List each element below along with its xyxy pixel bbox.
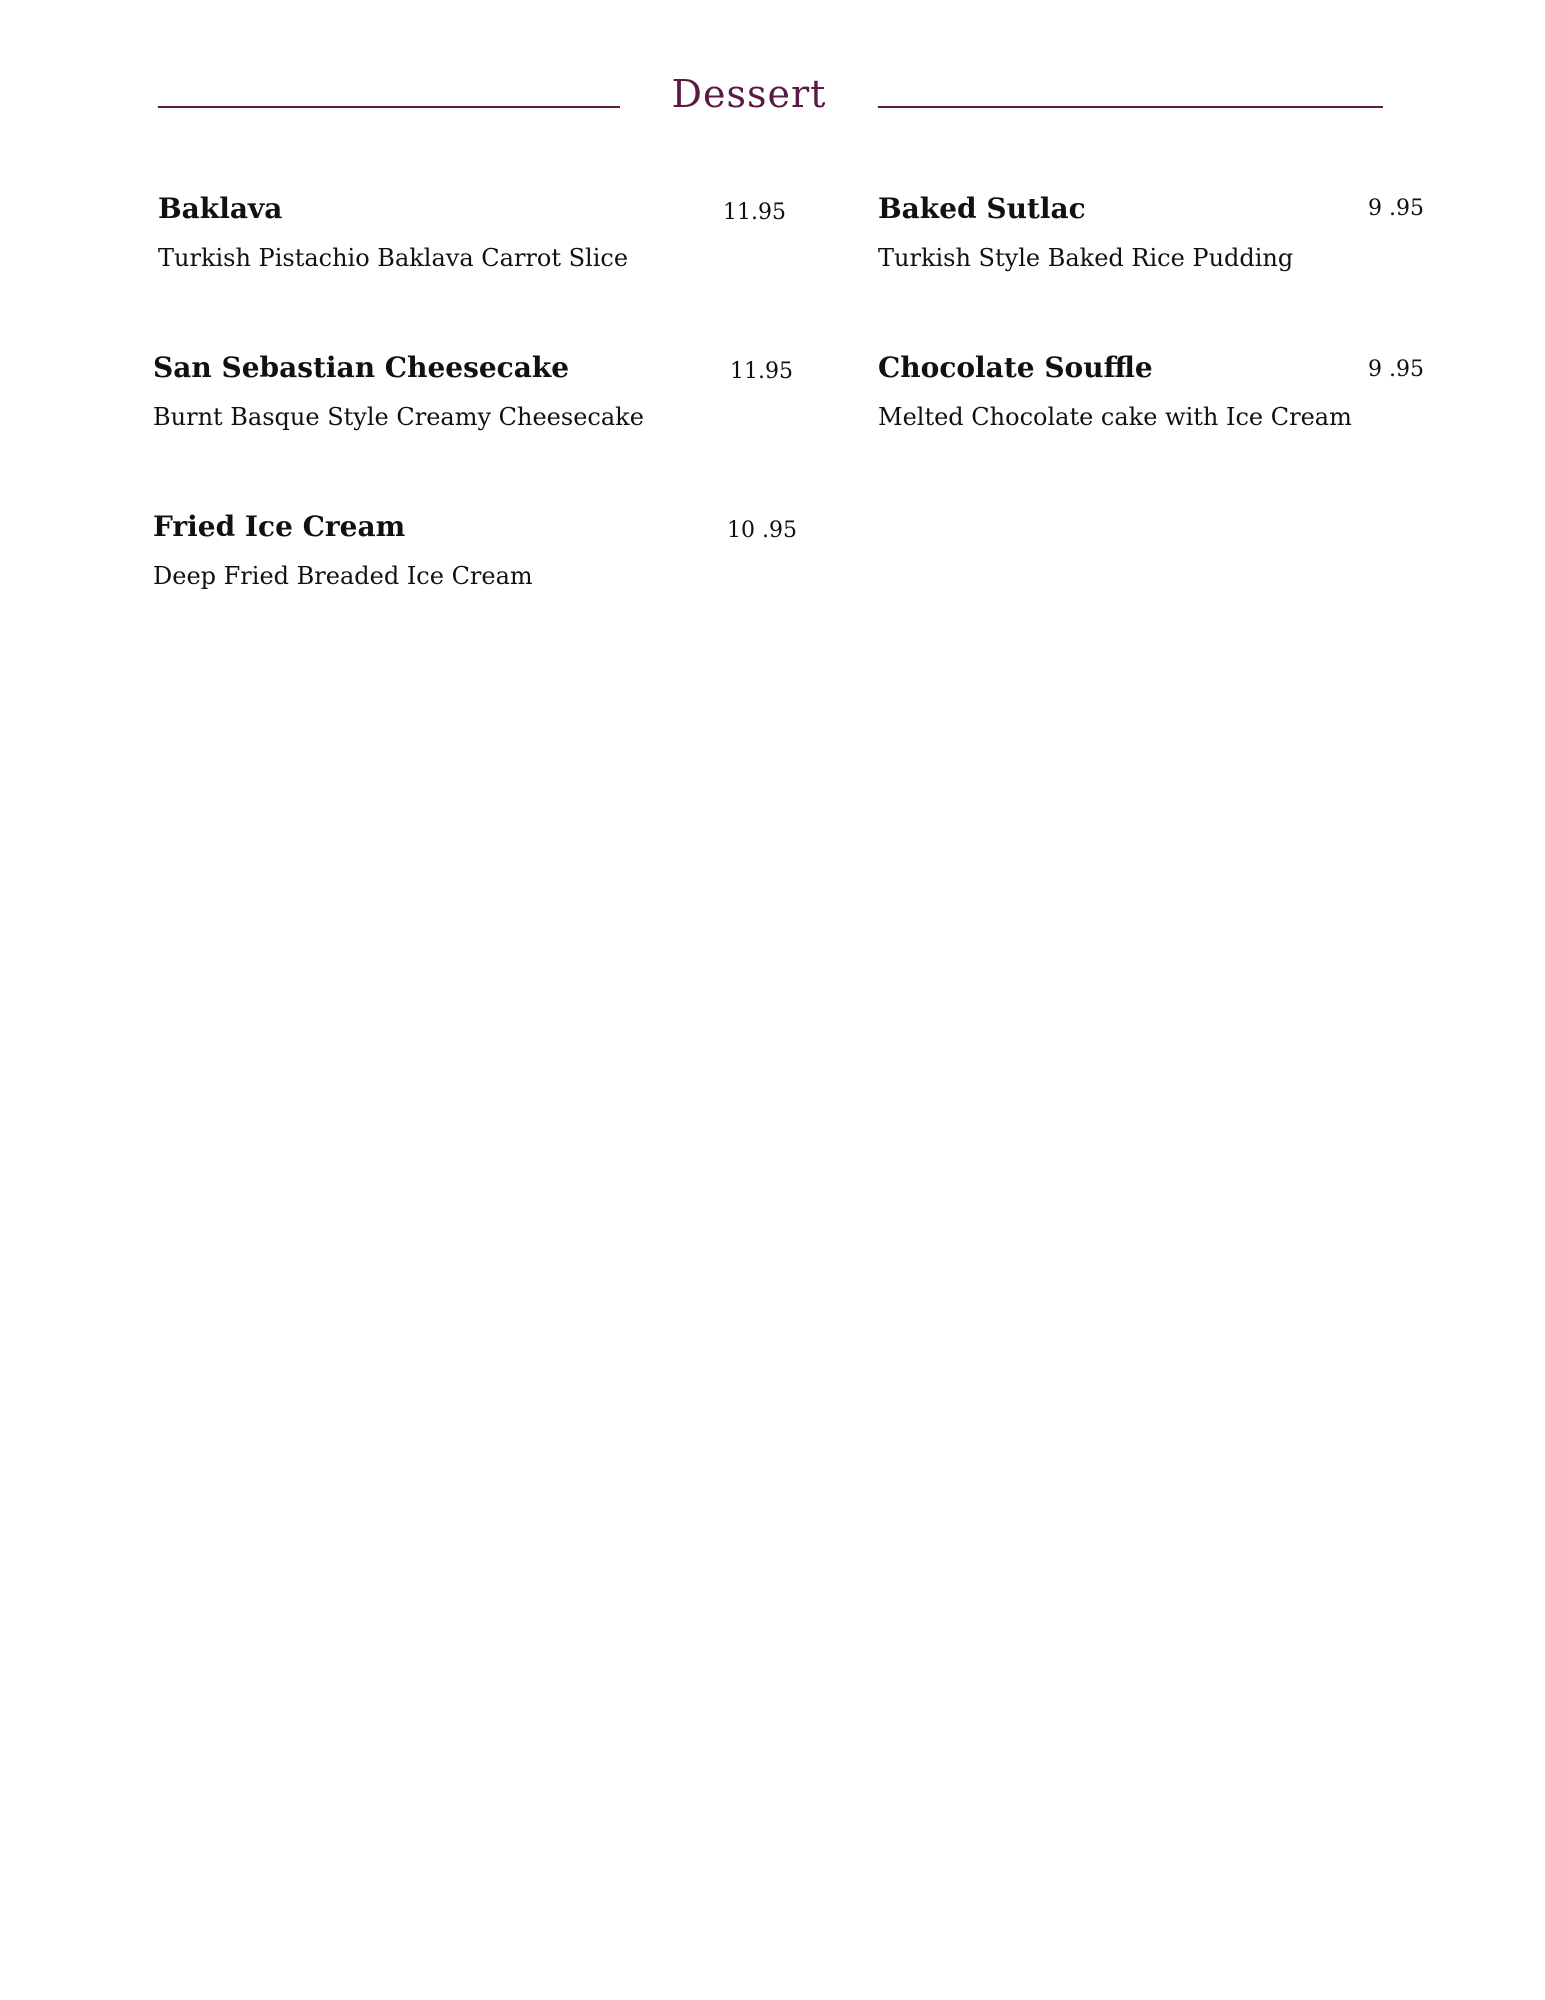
- menu-item-description: Turkish Pistachio Baklava Carrot Slice: [158, 244, 629, 272]
- menu-item-description: Burnt Basque Style Creamy Cheesecake: [153, 403, 644, 431]
- menu-item-name: San Sebastian Cheesecake: [153, 351, 570, 384]
- menu-item-price: 11.95: [723, 200, 786, 225]
- section-title: Dessert: [671, 72, 827, 116]
- menu-item-description: Deep Fried Breaded Ice Cream: [153, 562, 533, 590]
- menu-item-price: 9 .95: [1368, 357, 1424, 382]
- menu-item-price: 11.95: [730, 359, 793, 384]
- menu-item-description: Turkish Style Baked Rice Pudding: [878, 244, 1294, 272]
- menu-item-name: Baked Sutlac: [878, 192, 1086, 225]
- menu-item-name: Fried Ice Cream: [153, 510, 406, 543]
- menu-item-name: Baklava: [158, 192, 283, 225]
- menu-item-description: Melted Chocolate cake with Ice Cream: [878, 403, 1352, 431]
- header-divider-right: [878, 106, 1383, 108]
- menu-item-name: Chocolate Souffle: [878, 351, 1153, 384]
- menu-item-price: 10 .95: [727, 518, 797, 543]
- header-divider-left: [158, 106, 620, 108]
- menu-item-price: 9 .95: [1368, 196, 1424, 221]
